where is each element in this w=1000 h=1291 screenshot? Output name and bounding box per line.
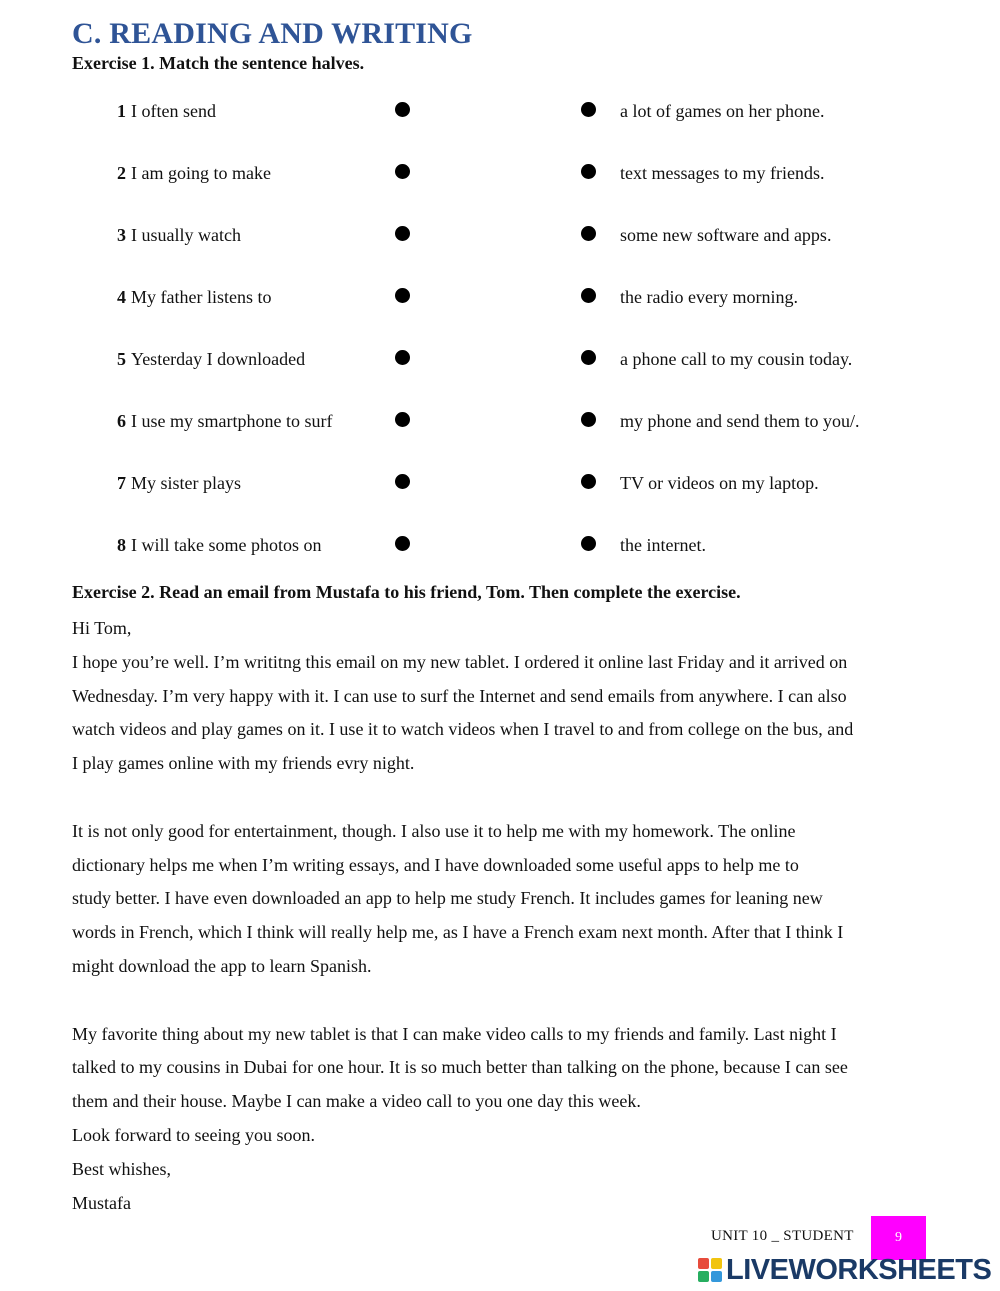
sentence-start (117, 406, 332, 436)
match-dot-right[interactable] (581, 164, 596, 179)
match-dot-left[interactable] (395, 164, 410, 179)
match-row (0, 282, 1000, 312)
email-signature: Mustafa (72, 1192, 131, 1213)
match-dot-right[interactable] (581, 536, 596, 551)
email-line: It is not only good for entertainment, though. I also use it to help me with my homework. The online (72, 820, 796, 841)
item-number: 3 (117, 225, 126, 245)
match-row (0, 220, 1000, 250)
email-line: dictionary helps me when I’m writing essays, and I have downloaded some useful apps to help me to (72, 854, 799, 875)
match-dot-left[interactable] (395, 350, 410, 365)
item-number: 6 (117, 411, 126, 431)
match-row (0, 530, 1000, 560)
sentence-start-text: I use my smartphone to surf (131, 411, 333, 431)
item-number: 7 (117, 473, 126, 493)
page-number: 9 (871, 1216, 926, 1260)
match-row (0, 344, 1000, 374)
email-sign-off: Best whishes, (72, 1158, 171, 1179)
liveworksheets-logo (698, 1255, 991, 1285)
email-line: study better. I have even downloaded an app to help me study French. It includes games for leaning new (72, 888, 823, 909)
match-dot-left[interactable] (395, 102, 410, 117)
match-row (0, 96, 1000, 126)
match-dot-right[interactable] (581, 226, 596, 241)
sentence-end: my phone and send them to you/. (620, 411, 860, 431)
sentence-end: a phone call to my cousin today. (620, 349, 853, 369)
sentence-start-text: Yesterday I downloaded (131, 349, 306, 369)
email-line: Wednesday. I’m very happy with it. I can use to surf the Internet and send emails from anywhere. I can also (72, 685, 847, 706)
sentence-start-text: I often send (131, 101, 216, 121)
sentence-start-text: I usually watch (131, 225, 241, 245)
sentence-start (117, 96, 216, 126)
sentence-start-text: My father listens to (131, 287, 272, 307)
sentence-start (117, 530, 321, 560)
sentence-end: TV or videos on my laptop. (620, 473, 819, 493)
exercise2-heading: Exercise 2. Read an email from Mustafa to his friend, Tom. Then complete the exercise. (72, 582, 741, 602)
sentence-start-text: I will take some photos on (131, 535, 322, 555)
email-line: I hope you’re well. I’m writitng this email on my new tablet. I ordered it online last Friday and it arrived on (72, 651, 848, 672)
sentence-start-text: My sister plays (131, 473, 241, 493)
sentence-start (117, 158, 271, 188)
email-line: My favorite thing about my new tablet is that I can make video calls to my friends and family. Last night I (72, 1023, 837, 1044)
match-row (0, 406, 1000, 436)
sentence-start (117, 282, 271, 312)
item-number: 4 (117, 287, 126, 307)
match-dot-left[interactable] (395, 474, 410, 489)
match-dot-right[interactable] (581, 412, 596, 427)
match-dot-left[interactable] (395, 226, 410, 241)
match-dot-left[interactable] (395, 412, 410, 427)
match-dot-left[interactable] (395, 288, 410, 303)
item-number: 8 (117, 535, 126, 555)
email-line: I play games online with my friends evry night. (72, 753, 415, 774)
email-greeting: Hi Tom, (72, 618, 132, 638)
match-dot-right[interactable] (581, 288, 596, 303)
unit-label: UNIT 10 _ STUDENT (711, 1228, 854, 1244)
sentence-start-text: I am going to make (131, 163, 271, 183)
sentence-end: the radio every morning. (620, 287, 798, 307)
match-dot-right[interactable] (581, 102, 596, 117)
sentence-start (117, 344, 305, 374)
item-number: 5 (117, 349, 126, 369)
sentence-end: some new software and apps. (620, 225, 832, 245)
email-line: them and their house. Maybe I can make a video call to you one day this week. (72, 1091, 641, 1112)
match-row (0, 468, 1000, 498)
section-title: C. READING AND WRITING (72, 17, 473, 50)
exercise1-heading: Exercise 1. Match the sentence halves. (72, 53, 365, 73)
email-line: words in French, which I think will really help me, as I have a French exam next month. After that I think I (72, 922, 844, 943)
sentence-end: a lot of games on her phone. (620, 101, 825, 121)
sentence-start (117, 220, 241, 250)
sentence-end: text messages to my friends. (620, 163, 825, 183)
email-line: watch videos and play games on it. I use it to watch videos when I travel to and from college on the bus, and (72, 719, 854, 740)
sentence-start (117, 468, 241, 498)
item-number: 1 (117, 101, 126, 121)
email-closing: Look forward to seeing you soon. (72, 1124, 315, 1145)
match-row (0, 158, 1000, 188)
match-dot-right[interactable] (581, 350, 596, 365)
email-line: talked to my cousins in Dubai for one hour. It is so much better than talking on the phone, because I can see (72, 1057, 848, 1078)
sentence-end: the internet. (620, 535, 706, 555)
email-line: might download the app to learn Spanish. (72, 955, 372, 976)
match-dot-right[interactable] (581, 474, 596, 489)
item-number: 2 (117, 163, 126, 183)
liveworksheets-icon (698, 1258, 722, 1282)
email-body (72, 612, 932, 1220)
match-dot-left[interactable] (395, 536, 410, 551)
brand-name: LIVEWORKSHEETS (726, 1253, 992, 1286)
